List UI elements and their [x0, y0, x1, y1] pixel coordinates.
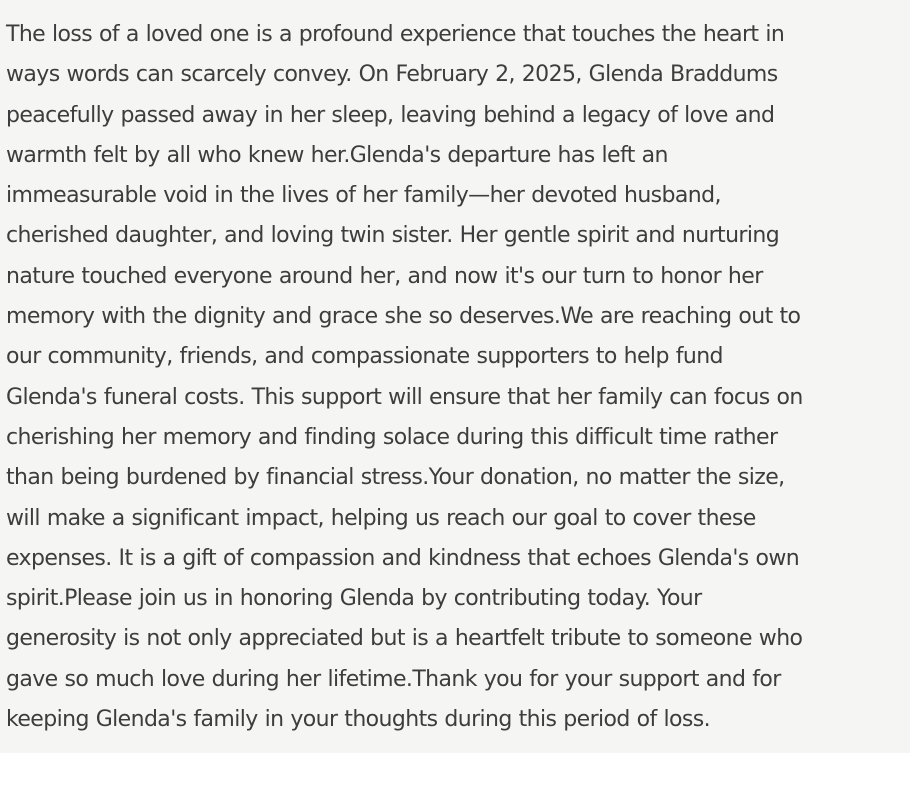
story-line: cherishing her memory and finding solace during this difficult time rather [6, 424, 778, 450]
story-line: memory with the dignity and grace she so deserves.We are reaching out to [6, 304, 801, 330]
story-line: keeping Glenda's family in your thoughts during this period of loss. [6, 707, 711, 733]
story-line: The loss of a loved one is a profound experience that touches the heart in [6, 22, 785, 47]
story-line: Glenda's funeral costs. This support will ensure that her family can focus on [6, 384, 803, 410]
story-line: than being burdened by financial stress.Your donation, no matter the size, [6, 465, 785, 491]
story-line: cherished daughter, and loving twin sister. Her gentle spirit and nurturing [6, 223, 780, 249]
story-line: generosity is not only appreciated but is a heartfelt tribute to someone who [6, 626, 803, 652]
story-line: ways words can scarcely convey. On February 2, 2025, Glenda Braddums [6, 62, 778, 88]
story-line: immeasurable void in the lives of her family—her devoted husband, [6, 183, 721, 209]
story-line: peacefully passed away in her sleep, leaving behind a legacy of love and [6, 102, 775, 128]
story-line: nature touched everyone around her, and now it's our turn to honor her [6, 263, 763, 289]
story-line: our community, friends, and compassionate supporters to help fund [6, 344, 723, 370]
story-line: expenses. It is a gift of compassion and kindness that echoes Glenda's own [6, 545, 800, 571]
story-line: gave so much love during her lifetime.Thank you for your support and for [6, 666, 781, 692]
story-line: spirit.Please join us in honoring Glenda by contributing today. Your [6, 586, 702, 612]
story-line: will make a significant impact, helping us reach our goal to cover these [6, 505, 756, 531]
story-line: warmth felt by all who knew her.Glenda's departure has left an [6, 142, 668, 168]
